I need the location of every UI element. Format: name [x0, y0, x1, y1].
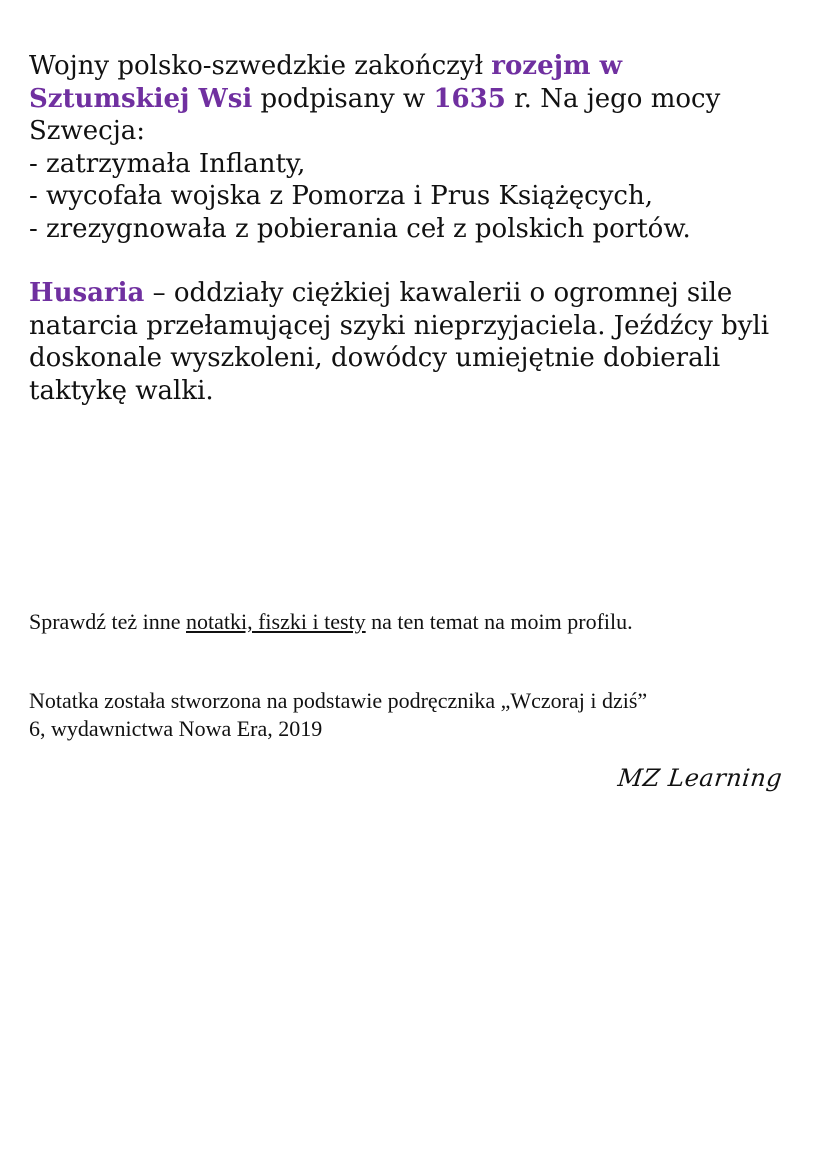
source-line: Notatka została stworzona na podstawie podręcznika „Wczoraj i dziś” — [29, 688, 648, 713]
text-line: natarcia przełamującej szyki nieprzyjaciela. Jeźdźcy byli — [29, 310, 770, 341]
signature: MZ Learning — [616, 764, 784, 792]
note-content — [29, 50, 819, 407]
text-segment: r. Na jego mocy — [505, 83, 721, 114]
paragraph-husaria — [29, 277, 819, 407]
text-line — [29, 50, 819, 83]
text-segment: Sprawdź też inne — [29, 609, 186, 634]
text-segment: – oddziały ciężkiej kawalerii o ogromnej sile — [144, 278, 733, 308]
paragraph-truce — [29, 50, 819, 245]
text-segment: Wojny polsko-szwedzkie zakończył — [29, 51, 492, 81]
list-item: - zatrzymała Inflanty, — [29, 148, 306, 179]
text-line: Szwecja: — [29, 116, 146, 146]
text-line: taktykę walki. — [29, 375, 214, 406]
list-item: - zrezygnowała z pobierania ceł z polskich portów. — [29, 213, 691, 244]
profile-note — [29, 608, 633, 636]
list-item: - wycofała wojska z Pomorza i Prus Książęcych, — [29, 181, 653, 211]
text-line — [29, 277, 819, 310]
highlight-year: 1635 — [433, 83, 506, 114]
text-line: doskonale wyszkoleni, dowódcy umiejętnie dobierali — [29, 343, 721, 373]
profile-link[interactable]: notatki, fiszki i testy — [186, 609, 366, 634]
highlight-term: Husaria — [29, 278, 145, 308]
source-note — [29, 687, 647, 743]
text-line — [29, 83, 819, 116]
text-segment: na ten temat na moim profilu. — [365, 609, 633, 634]
highlight-place: Sztumskiej Wsi — [29, 83, 253, 114]
highlight-truce: rozejm w — [491, 51, 622, 81]
source-line: 6, wydawnictwa Nowa Era, 2019 — [29, 716, 323, 741]
text-segment: podpisany w — [252, 83, 434, 114]
